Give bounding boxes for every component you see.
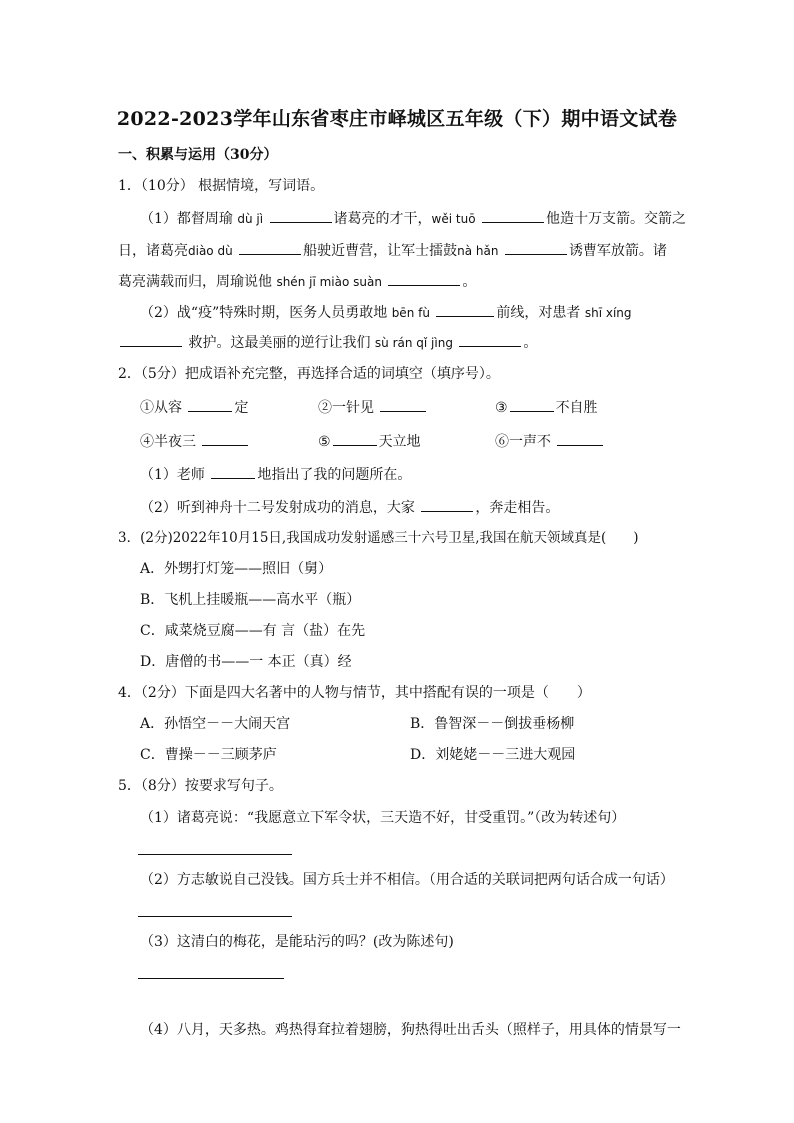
text: 诸葛亮的才干，: [333, 211, 432, 227]
pinyin-duji: dù jì: [237, 212, 264, 226]
text: ①从容: [140, 400, 182, 416]
idiom-4: [140, 431, 250, 452]
q4-option-c[interactable]: C．曹操－－三顾茅庐: [140, 747, 277, 763]
pinyin-weituo: wěi tuō: [431, 212, 476, 226]
blank-idiom-6[interactable]: [557, 431, 603, 446]
q3-option-d[interactable]: D．唐僧的书——一 本正（真）经: [140, 654, 352, 670]
text: 前线，对患者: [496, 305, 581, 321]
answer-line-2[interactable]: [138, 916, 292, 917]
q5-sentence-1: （1）诸葛亮说：“我愿意立下军令状，三天造不好，甘受重罚。”（改为转述句）: [140, 810, 626, 826]
text: ，奔走相告。: [475, 500, 560, 516]
text: 。: [462, 274, 477, 290]
text: （1）老师: [140, 467, 205, 483]
q2-sentence-2: [140, 497, 559, 518]
q3-option-b[interactable]: B．飞机上挂暖瓶——高水平（瓶）: [140, 592, 361, 608]
q2-heading: 2．（5分）把成语补充完整，再选择合适的词填空（填序号）。: [118, 366, 500, 382]
blank-shixing[interactable]: [120, 332, 182, 347]
blank-idiom-4[interactable]: [202, 431, 248, 446]
blank-duji[interactable]: [270, 208, 332, 223]
blank-idiom-5[interactable]: [333, 431, 377, 446]
idiom-6: [495, 431, 605, 452]
text: 天立地: [378, 434, 421, 450]
q5-heading: 5．（8分）按要求写句子。: [118, 778, 283, 794]
pinyin-shixing: shī xíng: [584, 306, 632, 320]
q4-option-d[interactable]: D．刘姥姥－－三进大观园: [410, 747, 576, 763]
section-heading-1: 一、积累与运用（30分）: [118, 147, 278, 163]
pinyin-diaodu: diào dù: [188, 244, 233, 258]
q3-option-c[interactable]: C．咸菜烧豆腐——有 言（盐）在先: [140, 623, 366, 639]
text: （2）战“疫”特殊时期，医务人员勇敢地: [140, 305, 388, 321]
blank-idiom-2[interactable]: [380, 397, 426, 412]
q1-line-5: [118, 332, 537, 353]
idiom-2: [318, 397, 428, 418]
text: （1）都督周瑜: [140, 211, 233, 227]
blank-diaodu[interactable]: [239, 240, 301, 255]
text: 地指出了我的问题所在。: [257, 467, 412, 483]
q1-line-4: [140, 302, 632, 323]
blank-shenjimiaosuan[interactable]: [388, 271, 460, 286]
blank-sentence-2[interactable]: [421, 497, 473, 512]
q1-line-3: [118, 271, 476, 292]
pinyin-benfu: bēn fù: [391, 306, 430, 320]
text: 他造十万支箭。交箭之: [546, 211, 686, 227]
text: ⑥一声不: [495, 434, 551, 450]
page-title: 2022-2023学年山东省枣庄市峄城区五年级（下）期中语文试卷: [116, 108, 678, 130]
q4-option-a[interactable]: A．孙悟空－－大闹天宫: [140, 716, 291, 732]
text: 诱曹军放箭。诸: [568, 243, 667, 259]
answer-line-3[interactable]: [138, 978, 284, 979]
q5-sentence-2: （2）方志敏说自己没钱。国方兵士并不相信。（用合适的关联词把两句话合成一句话）: [140, 872, 674, 888]
text: 。: [523, 335, 538, 351]
q3-option-a[interactable]: A．外甥打灯笼——照旧（舅）: [140, 561, 333, 577]
q1-line-1: [140, 208, 686, 229]
text: 葛亮满载而归，周瑜说他: [118, 274, 272, 290]
blank-suranqijing[interactable]: [459, 332, 521, 347]
text: ③: [495, 400, 508, 416]
idiom-1: [140, 397, 248, 418]
pinyin-suranqijing: sù rán qǐ jìng: [374, 336, 453, 350]
q5-sentence-3: （3）这清白的梅花，是能玷污的吗？(改为陈述句): [140, 934, 454, 950]
text: 日，诸葛亮: [118, 243, 188, 259]
text: 定: [234, 400, 249, 416]
pinyin-nahan: nà hǎn: [457, 244, 499, 258]
text: 船驶近曹营，让军士擂鼓: [303, 243, 458, 259]
text: （2）听到神舟十二号发射成功的消息，大家: [140, 500, 415, 516]
blank-sentence-1[interactable]: [211, 464, 255, 479]
q2-sentence-1: [140, 464, 411, 485]
text: 救护。这最美丽的逆行让我们: [188, 335, 371, 351]
blank-idiom-1[interactable]: [188, 397, 232, 412]
text: ⑤: [318, 434, 331, 450]
q3-heading: 3．(2分)2022年10月15日,我国成功发射遥感三十六号卫星,我国在航天领域真是( ): [118, 530, 639, 546]
blank-nahan[interactable]: [505, 240, 567, 255]
blank-weituo[interactable]: [482, 208, 544, 223]
text: 不自胜: [555, 400, 598, 416]
q4-option-b[interactable]: B．鲁智深－－倒拔垂杨柳: [410, 716, 575, 732]
text: ②一针见: [318, 400, 374, 416]
blank-benfu[interactable]: [436, 302, 494, 317]
q1-line-2: [118, 240, 667, 261]
idiom-3: [495, 397, 598, 418]
blank-idiom-3[interactable]: [510, 397, 554, 412]
pinyin-shenjimiaosuan: shén jī miào suàn: [276, 275, 382, 289]
q4-heading: 4．（2分）下面是四大名著中的人物与情节，其中搭配有误的一项是（ ）: [118, 685, 591, 701]
idiom-5: [318, 431, 421, 452]
q1-heading: 1．（10分） 根据情境，写词语。: [118, 178, 325, 194]
answer-line-1[interactable]: [138, 854, 292, 855]
text: ④半夜三: [140, 434, 196, 450]
q5-sentence-4: （4）八月，天多热。鸡热得耷拉着翅膀，狗热得吐出舌头（照样子，用具体的情景写一: [140, 1022, 681, 1038]
